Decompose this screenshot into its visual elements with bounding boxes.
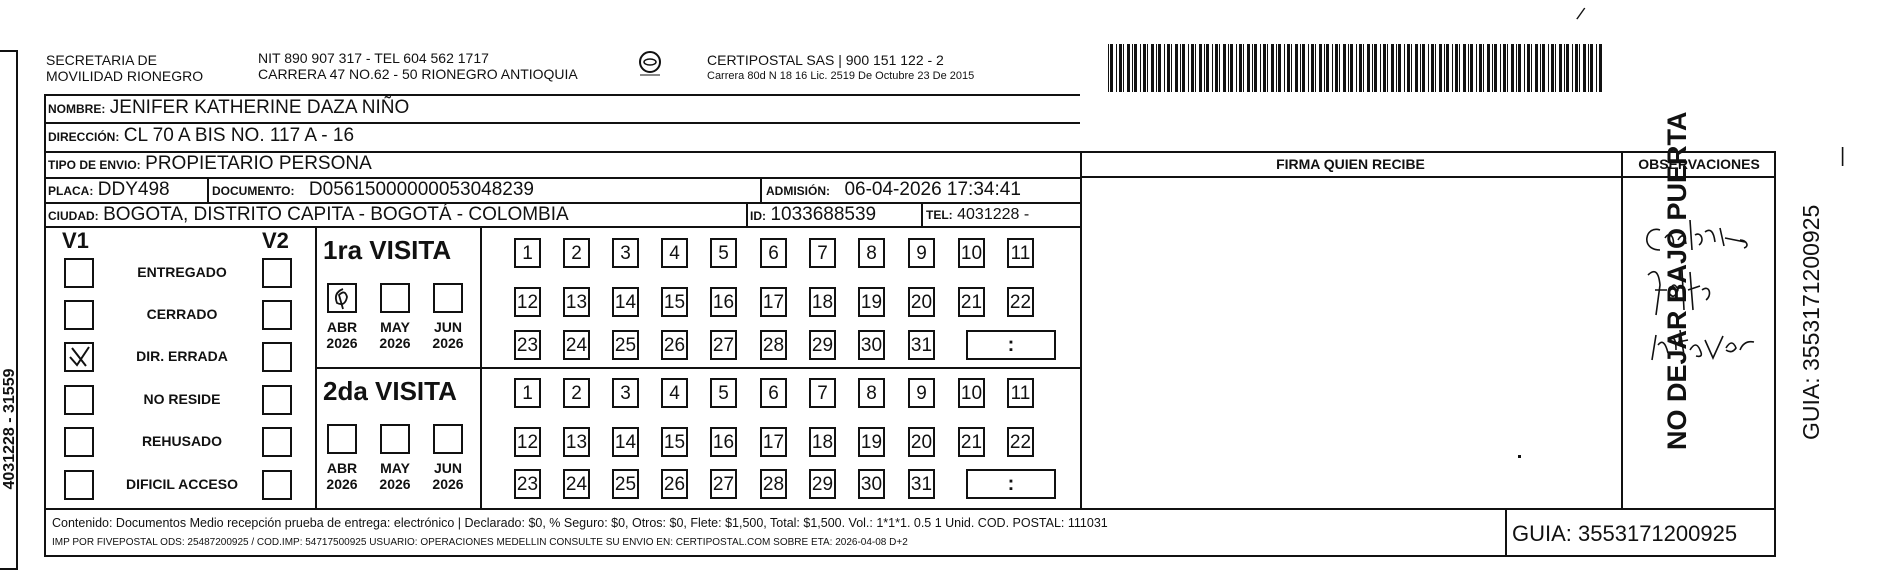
day-box[interactable]: 19 <box>858 287 885 317</box>
doc-row <box>212 179 534 201</box>
first-visit-title: 1ra VISITA <box>323 235 452 265</box>
day-box[interactable]: 6 <box>760 378 787 408</box>
id-label: ID: <box>750 209 766 223</box>
day-box[interactable]: 7 <box>809 378 836 408</box>
day-box[interactable]: 20 <box>908 287 935 317</box>
day-box[interactable]: 3 <box>612 378 639 408</box>
v2-checkbox[interactable] <box>262 300 292 330</box>
admission-value: 06-04-2026 17:34:41 <box>844 179 1021 200</box>
day-box[interactable]: 20 <box>908 427 935 457</box>
day-box[interactable]: 7 <box>809 238 836 268</box>
day-box[interactable]: 21 <box>958 427 985 457</box>
day-box[interactable]: 4 <box>661 238 688 268</box>
barcode <box>1108 44 1608 92</box>
day-box[interactable]: 9 <box>908 378 935 408</box>
v2-checkbox[interactable] <box>262 258 292 288</box>
day-box[interactable]: 26 <box>661 469 688 499</box>
agency-block <box>46 52 203 84</box>
city-value: BOGOTA, DISTRITO CAPITA - BOGOTÁ - COLOMBIA <box>103 204 569 225</box>
day-box[interactable]: 13 <box>563 287 590 317</box>
v1-checkbox[interactable] <box>64 300 94 330</box>
day-box[interactable]: 29 <box>809 469 836 499</box>
doc-value: D05615000000053048239 <box>308 179 534 200</box>
nit-block <box>258 50 578 82</box>
day-box[interactable]: 25 <box>612 330 639 360</box>
day-box[interactable]: 24 <box>563 330 590 360</box>
month-year: 2026 <box>379 476 411 492</box>
day-box[interactable]: 31 <box>908 469 935 499</box>
month-label <box>370 460 420 492</box>
day-box[interactable]: 18 <box>809 287 836 317</box>
day-box[interactable]: 30 <box>858 330 885 360</box>
side-code: 4031228 - 31559 <box>1 368 18 490</box>
month-label <box>370 319 420 351</box>
nit-line: NIT 890 907 317 - TEL 604 562 1717 <box>258 50 489 66</box>
day-box[interactable]: 29 <box>809 330 836 360</box>
status-label: DIFICIL ACCESO <box>125 476 238 492</box>
recipient-address: CL 70 A BIS NO. 117 A - 16 <box>123 125 355 146</box>
day-box[interactable]: 15 <box>661 287 688 317</box>
company-block <box>707 52 974 84</box>
day-box[interactable]: 11 <box>1007 238 1034 268</box>
v1-checkbox[interactable] <box>64 258 94 288</box>
day-box[interactable]: 4 <box>661 378 688 408</box>
footer-guia: GUIA: 3553171200925 <box>1512 521 1738 546</box>
day-box[interactable]: 2 <box>563 378 590 408</box>
month-box[interactable] <box>433 424 463 454</box>
vertical-guia: GUIA: 3553171200925 <box>1798 204 1824 440</box>
admission-row <box>766 179 1021 201</box>
day-box[interactable]: 28 <box>760 330 787 360</box>
status-label: DIR. ERRADA <box>136 348 228 364</box>
company-address: Carrera 80d N 18 16 Lic. 2519 De Octubre 23 De 2015 <box>707 70 975 82</box>
day-box[interactable]: 13 <box>563 427 590 457</box>
day-box[interactable]: 26 <box>661 330 688 360</box>
day-box[interactable]: 5 <box>710 378 737 408</box>
month-name: JUN <box>433 460 462 476</box>
day-box[interactable]: 22 <box>1007 287 1034 317</box>
plate-row <box>48 179 170 201</box>
month-name: MAY <box>380 319 410 335</box>
month-box[interactable] <box>327 424 357 454</box>
imp-line: IMP POR FIVEPOSTAL ODS: 25487200925 / COD.IMP: 54717500925 USUARIO: OPERACIONES MEDELLIN CONSULTE SU ENVIO EN: CERTIPOSTAL.COM SOBRE ETA: 2026-04-08 D+2 <box>52 537 908 548</box>
tel-row <box>926 206 1029 224</box>
month-box[interactable] <box>327 283 357 313</box>
month-name: MAY <box>380 460 410 476</box>
day-box[interactable]: 17 <box>760 427 787 457</box>
handwritten-observations <box>1640 210 1770 410</box>
month-label <box>317 460 367 492</box>
month-label <box>317 319 367 351</box>
admission-label: ADMISIÓN: <box>766 184 830 198</box>
day-box[interactable]: 19 <box>858 427 885 457</box>
day-box[interactable]: 10 <box>958 378 985 408</box>
content-line: Contenido: Documentos Medio recepción prueba de entrega: electrónico | Declarado: $0, % Seguro: $0, Otros: $0, Flete: $1,500, Total: $1,500. Vol.: 1*1*1. 0.5 1 Unid. COD. POSTAL: 111031 <box>52 516 1108 530</box>
id-value: 1033688539 <box>770 204 877 225</box>
day-box[interactable]: 21 <box>958 287 985 317</box>
day-box[interactable]: 16 <box>710 287 737 317</box>
observations-header: OBSERVACIONES <box>1638 156 1760 172</box>
month-year: 2026 <box>432 476 464 492</box>
agency-line2: MOVILIDAD RIONEGRO <box>46 68 204 84</box>
v2-checkbox[interactable] <box>262 385 292 415</box>
day-box[interactable]: 14 <box>612 427 639 457</box>
city-row <box>48 204 569 226</box>
plate-value: DDY498 <box>97 179 170 200</box>
status-label: ENTREGADO <box>137 264 227 280</box>
doc-label: DOCUMENTO: <box>212 184 295 198</box>
circle-mark-icon <box>329 285 355 311</box>
shipment-type: PROPIETARIO PERSONA <box>145 153 372 174</box>
day-box[interactable]: 27 <box>710 469 737 499</box>
v2-label: V2 <box>262 228 289 253</box>
day-box[interactable]: 22 <box>1007 427 1034 457</box>
address-row <box>48 125 354 147</box>
tel-label: TEL: <box>926 208 953 222</box>
pen-stroke: | <box>1840 145 1846 167</box>
recipient-name: JENIFER KATHERINE DAZA NIÑO <box>109 97 410 118</box>
v2-checkbox[interactable] <box>262 470 292 500</box>
agency-line1: SECRETARIA DE <box>46 52 157 68</box>
day-box[interactable]: 28 <box>760 469 787 499</box>
no-dejar-bajo-puerta: NO DEJAR BAJO PUERTA <box>1662 111 1692 450</box>
day-box[interactable]: 15 <box>661 427 688 457</box>
day-box[interactable]: 12 <box>514 427 541 457</box>
day-box[interactable]: 8 <box>858 238 885 268</box>
certipostal-logo <box>636 50 664 78</box>
plate-label: PLACA: <box>48 184 94 198</box>
type-row <box>48 153 372 175</box>
month-year: 2026 <box>379 335 411 351</box>
city-label: CIUDAD: <box>48 209 99 223</box>
name-label: NOMBRE: <box>48 102 106 116</box>
day-box[interactable]: 27 <box>710 330 737 360</box>
status-label: CERRADO <box>146 306 218 322</box>
day-box[interactable]: 18 <box>809 427 836 457</box>
day-box[interactable]: 25 <box>612 469 639 499</box>
second-visit-title: 2da VISITA <box>323 376 457 406</box>
v2-checkbox[interactable] <box>262 427 292 457</box>
month-name: ABR <box>326 460 358 476</box>
v2-checkbox[interactable] <box>262 342 292 372</box>
signature-header: FIRMA QUIEN RECIBE <box>1276 156 1425 172</box>
v1-checkbox[interactable] <box>64 385 94 415</box>
address-line: CARRERA 47 NO.62 - 50 RIONEGRO ANTIOQUIA <box>258 66 578 82</box>
day-box[interactable]: 11 <box>1007 378 1034 408</box>
day-box[interactable]: 30 <box>858 469 885 499</box>
status-label: REHUSADO <box>141 433 223 449</box>
day-box[interactable]: 17 <box>760 287 787 317</box>
id-row <box>750 204 876 226</box>
day-box[interactable]: 1 <box>514 238 541 268</box>
month-label <box>423 460 473 492</box>
day-box[interactable]: 14 <box>612 287 639 317</box>
day-box[interactable]: 2 <box>563 238 590 268</box>
v1-checkbox[interactable] <box>64 470 94 500</box>
day-box[interactable]: 24 <box>563 469 590 499</box>
month-year: 2026 <box>326 476 358 492</box>
day-box[interactable]: 9 <box>908 238 935 268</box>
day-box[interactable]: 1 <box>514 378 541 408</box>
day-box[interactable]: 12 <box>514 287 541 317</box>
pen-mark: / <box>1574 3 1587 25</box>
month-year: 2026 <box>432 335 464 351</box>
v1-label: V1 <box>62 228 89 253</box>
month-box[interactable] <box>380 424 410 454</box>
month-label <box>423 319 473 351</box>
tel-value: 4031228 - <box>957 206 1030 223</box>
address-label: DIRECCIÓN: <box>48 130 120 144</box>
type-label: TIPO DE ENVIO: <box>48 158 141 172</box>
company-line: CERTIPOSTAL SAS | 900 151 122 - 2 <box>707 52 944 68</box>
day-box[interactable]: 5 <box>710 238 737 268</box>
month-year: 2026 <box>326 335 358 351</box>
check-mark-icon <box>66 344 92 370</box>
day-box[interactable]: 6 <box>760 238 787 268</box>
day-box[interactable]: 16 <box>710 427 737 457</box>
month-box[interactable] <box>433 283 463 313</box>
time-box[interactable]: : <box>966 330 1056 360</box>
time-box[interactable]: : <box>966 469 1056 499</box>
month-name: ABR <box>326 319 358 335</box>
day-box[interactable]: 10 <box>958 238 985 268</box>
month-box[interactable] <box>380 283 410 313</box>
month-name: JUN <box>433 319 462 335</box>
name-row <box>48 97 409 119</box>
day-box[interactable]: 8 <box>858 378 885 408</box>
status-label: NO RESIDE <box>143 391 221 407</box>
dot-mark <box>1518 455 1521 458</box>
day-box[interactable]: 23 <box>514 469 541 499</box>
day-box[interactable]: 23 <box>514 330 541 360</box>
v1-checkbox[interactable] <box>64 427 94 457</box>
v1-checkbox[interactable] <box>64 342 94 372</box>
day-box[interactable]: 3 <box>612 238 639 268</box>
day-box[interactable]: 31 <box>908 330 935 360</box>
